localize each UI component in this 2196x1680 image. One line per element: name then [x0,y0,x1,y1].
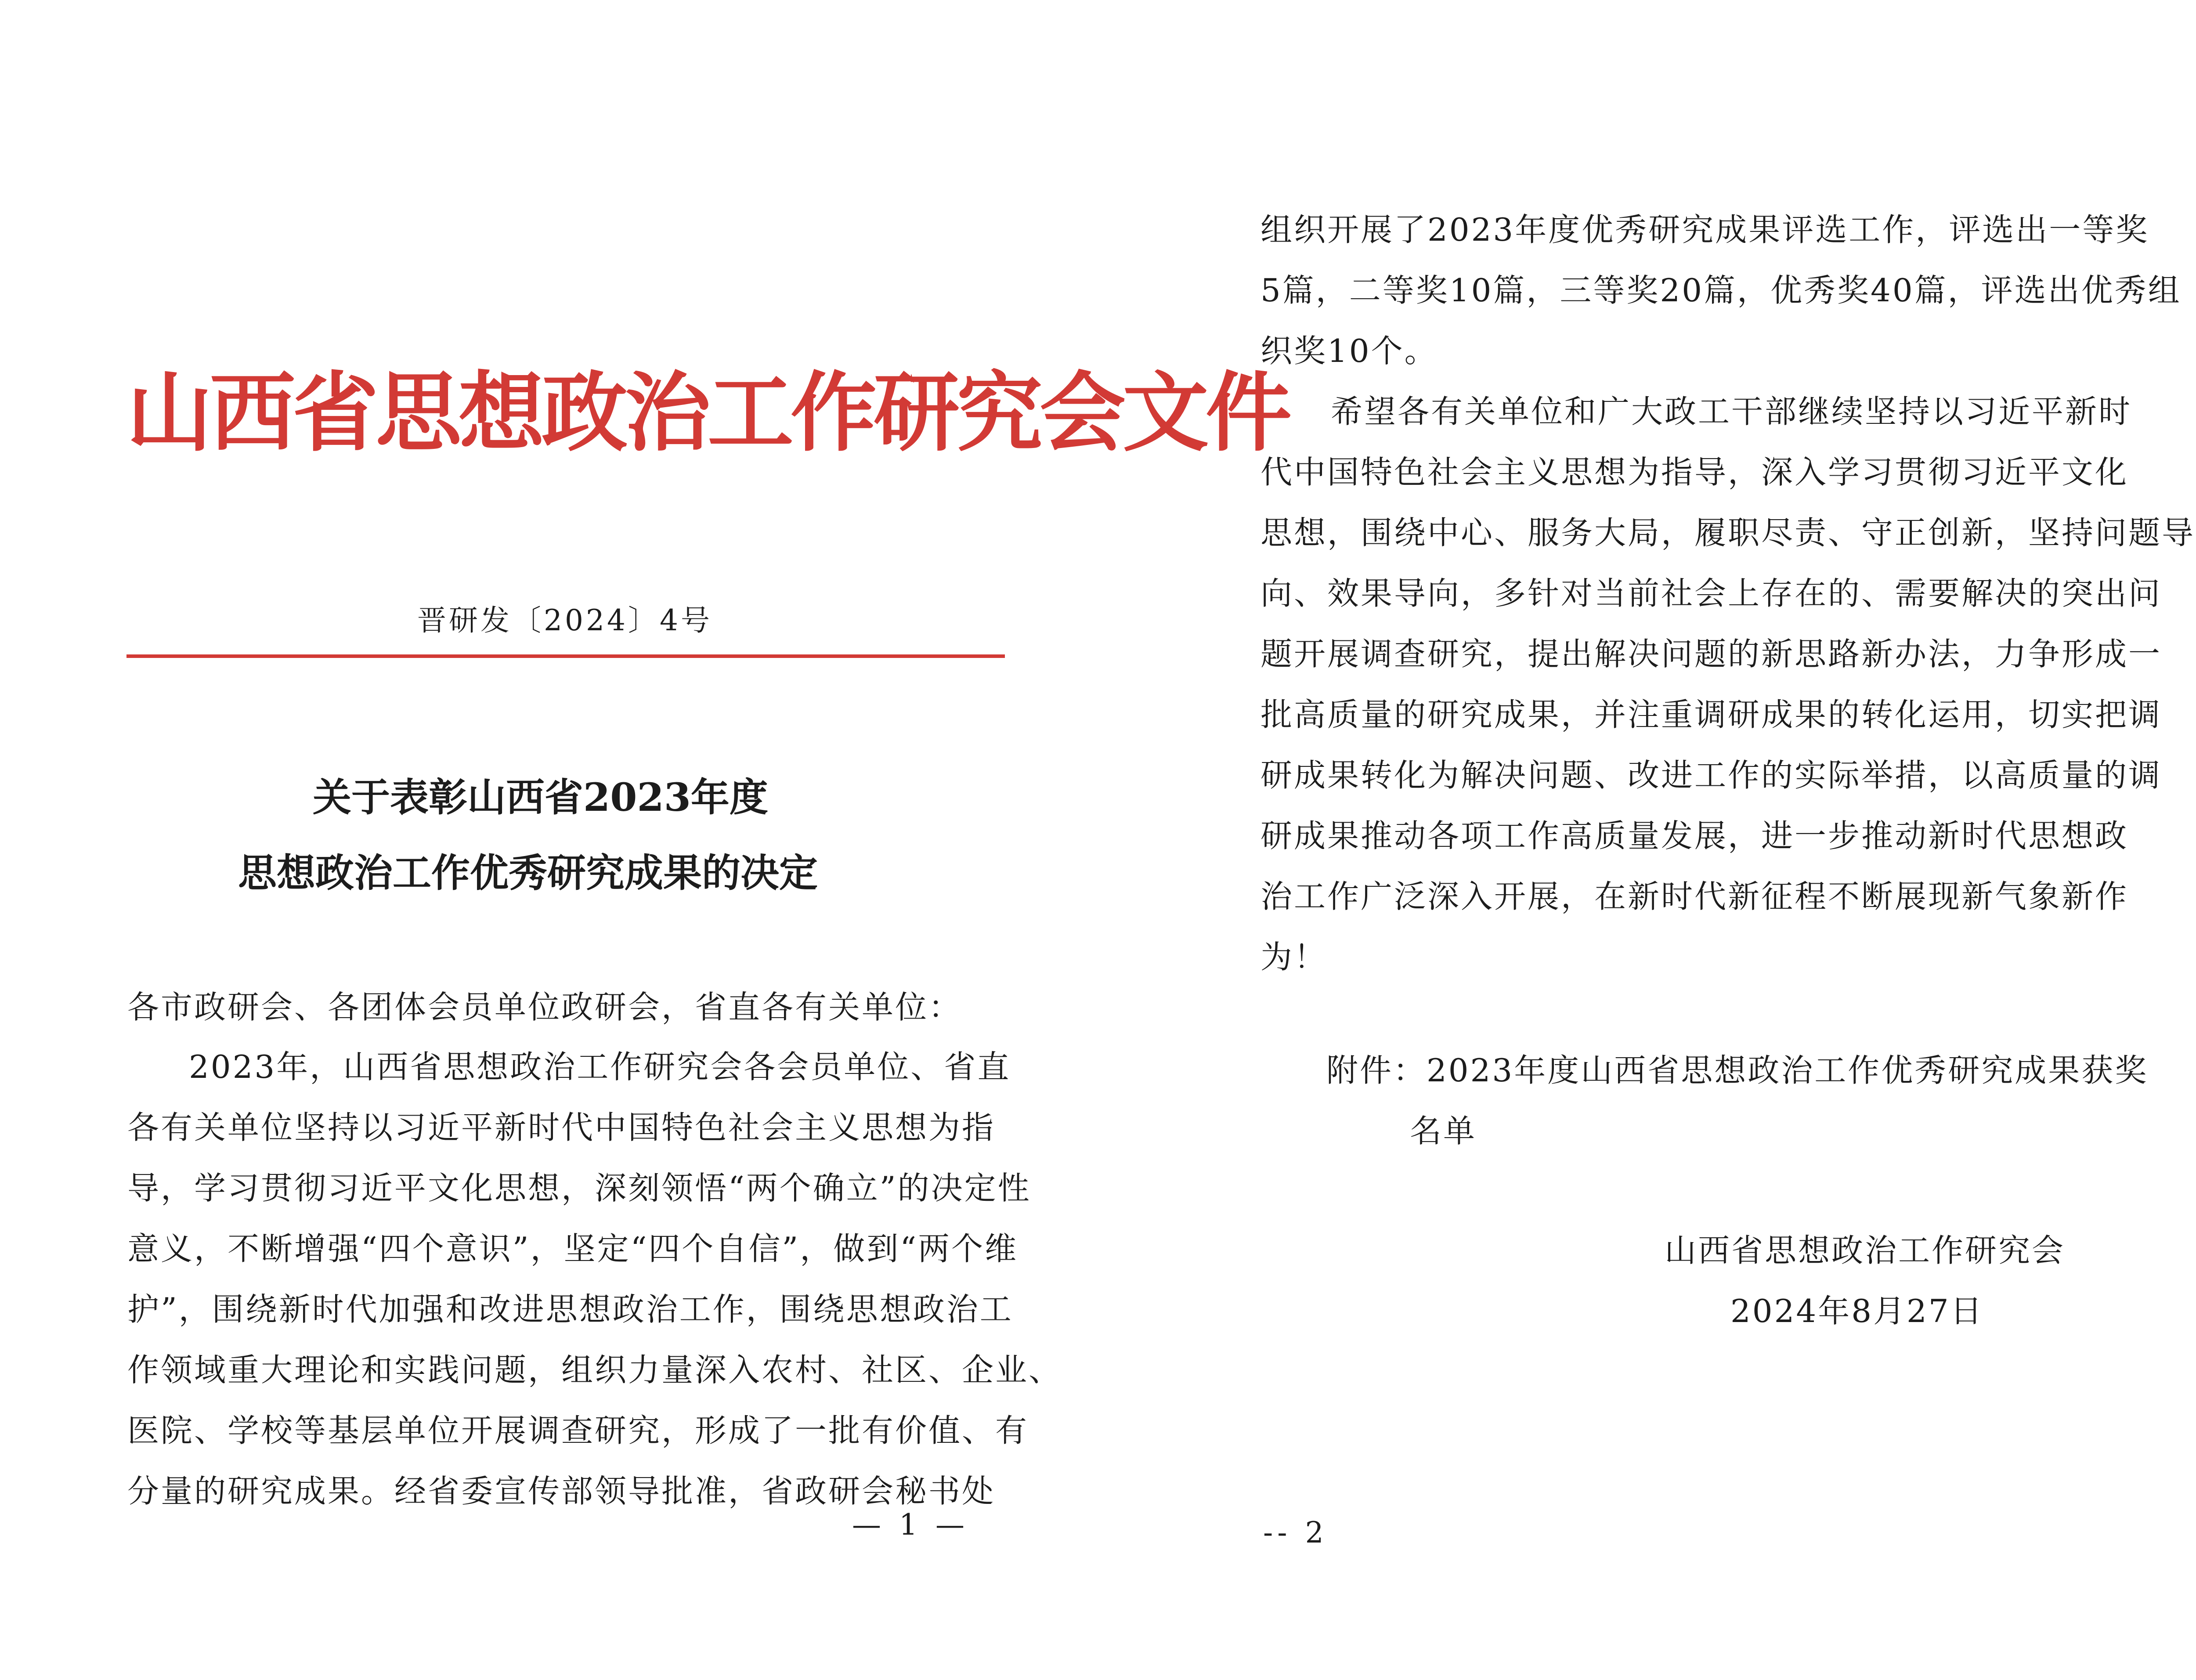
body-line: 2023年，山西省思想政治工作研究会各会员单位、省直 [189,1048,1011,1085]
body-line: 意义，不断增强“四个意识”，坚定“四个自信”，做到“两个维 [127,1230,1019,1267]
body-line: 组织开展了2023年度优秀研究成果评选工作，评选出一等奖 [1261,211,2149,248]
body-line: 织奖10个。 [1261,332,1438,369]
signature-organization: 山西省思想政治工作研究会 [1665,1232,2066,1269]
body-line: 导，学习贯彻习近平文化思想，深刻领悟“两个确立”的决定性 [127,1170,1031,1207]
body-line: 5篇，二等奖10篇，三等奖20篇，优秀奖40篇，评选出优秀组 [1261,272,2182,309]
document-number: 晋研发〔2024〕4号 [417,603,712,637]
page-number: — 1 — [852,1508,969,1542]
body-line: 治工作广泛深入开展，在新时代新征程不断展现新气象新作 [1261,878,2129,915]
header-red-rule [126,654,1005,658]
signature-date: 2024年8月27日 [1730,1293,1984,1330]
body-line: 作领域重大理论和实践问题，组织力量深入农村、社区、企业、 [127,1351,1062,1388]
body-line: 各有关单位坚持以习近平新时代中国特色社会主义思想为指 [127,1109,996,1146]
body-line: 研成果转化为解决问题、改进工作的实际举措，以高质量的调 [1261,757,2162,794]
body-line: 医院、学校等基层单位开展调查研究，形成了一批有价值、有 [127,1412,1029,1449]
decision-title-line-1: 关于表彰山西省2023年度 [313,774,768,820]
page-2 [1120,0,2196,1680]
body-line: 批高质量的研究成果，并注重调研成果的转化运用，切实把调 [1261,696,2162,733]
attachment-line-1: 附件：2023年度山西省思想政治工作优秀研究成果获奖 [1326,1052,2149,1089]
body-line: 为！ [1261,939,1328,975]
body-line: 思想，围绕中心、服务大局，履职尽责、守正创新，坚持问题导 [1261,514,2196,551]
document-header-title: 山西省思想政治工作研究会文件 [126,362,1289,463]
body-line: 希望各有关单位和广大政工干部继续坚持以习近平新时 [1331,393,2132,430]
body-line: 研成果推动各项工作高质量发展，进一步推动新时代思想政 [1261,817,2129,854]
page-number: -- 2 [1263,1516,1328,1550]
decision-title-line-2: 思想政治工作优秀研究成果的决定 [238,850,818,896]
body-line: 向、效果导向，多针对当前社会上存在的、需要解决的突出问 [1261,575,2162,612]
salutation: 各市政研会、各团体会员单位政研会，省直各有关单位： [127,989,962,1026]
body-line: 分量的研究成果。经省委宣传部领导批准，省政研会秘书处 [127,1473,996,1510]
body-line: 代中国特色社会主义思想为指导，深入学习贯彻习近平文化 [1261,454,2129,491]
attachment-line-2: 名单 [1410,1113,1477,1149]
body-line: 护”，围绕新时代加强和改进思想政治工作，围绕思想政治工 [127,1291,1013,1328]
body-line: 题开展调查研究，提出解决问题的新思路新办法，力争形成一 [1261,636,2162,672]
